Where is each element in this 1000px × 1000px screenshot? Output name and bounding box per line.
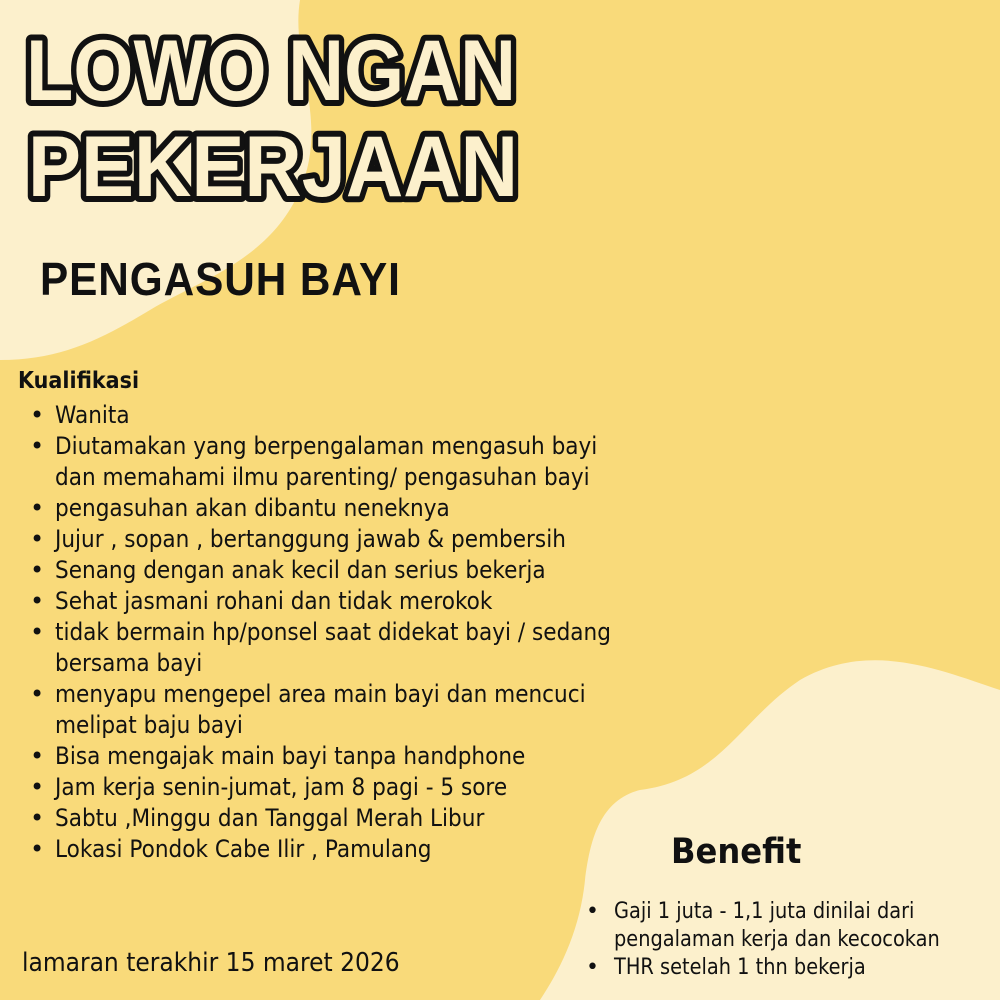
bullet-icon: •: [30, 525, 45, 553]
job-title: PENGASUH BAYI: [40, 253, 401, 305]
bullet-icon: •: [30, 680, 45, 708]
title-line-1: LOWO NGAN: [26, 23, 516, 119]
bullet-icon: •: [30, 618, 45, 646]
benefit-list: [586, 898, 1000, 982]
list-item: • Lokasi Pondok Cabe Ilir , Pamulang: [30, 835, 432, 863]
bullet-icon: •: [30, 494, 45, 522]
list-item: • menyapu mengepel area main bayi dan mencuci melipat baju bayi: [30, 680, 586, 739]
title-line-2: PEKERJAAN: [28, 119, 518, 215]
list-item: • Wanita: [30, 401, 130, 429]
list-item: • THR setelah 1 thn bekerja: [586, 955, 866, 980]
poster-title: [0, 0, 600, 220]
application-deadline: lamaran terakhir 15 maret 2026: [22, 948, 400, 978]
qualifications-heading: Kualifikasi: [18, 368, 140, 394]
bullet-icon: •: [30, 742, 45, 770]
list-item: • Sabtu ,Minggu dan Tanggal Merah Libur: [30, 804, 485, 832]
list-item: • Diutamakan yang berpengalaman mengasuh bayi dan memahami ilmu parenting/ pengasuhan bayi: [30, 432, 598, 491]
list-item: • Gaji 1 juta - 1,1 juta dinilai dari pengalaman kerja dan kecocokan: [586, 899, 940, 952]
bullet-icon: •: [30, 556, 45, 584]
list-item: • Jam kerja senin-jumat, jam 8 pagi - 5 sore: [30, 773, 508, 801]
list-item: • tidak bermain hp/ponsel saat didekat bayi / sedang bersama bayi: [30, 618, 611, 677]
list-item: • Sehat jasmani rohani dan tidak merokok: [30, 587, 493, 615]
list-item: • Senang dengan anak kecil dan serius bekerja: [30, 556, 546, 584]
bullet-icon: •: [30, 432, 45, 460]
bullet-icon: •: [586, 955, 599, 980]
bullet-icon: •: [30, 804, 45, 832]
list-item: • Bisa mengajak main bayi tanpa handphone: [30, 742, 526, 770]
qualifications-list: [30, 400, 735, 865]
list-item: • pengasuhan akan dibantu neneknya: [30, 494, 450, 522]
list-item: • Jujur , sopan , bertanggung jawab & pembersih: [30, 525, 566, 553]
bullet-icon: •: [30, 835, 45, 863]
bullet-icon: •: [30, 401, 45, 429]
bullet-icon: •: [30, 587, 45, 615]
bullet-icon: •: [586, 899, 599, 924]
benefit-heading: Benefit: [671, 832, 802, 872]
bullet-icon: •: [30, 773, 45, 801]
